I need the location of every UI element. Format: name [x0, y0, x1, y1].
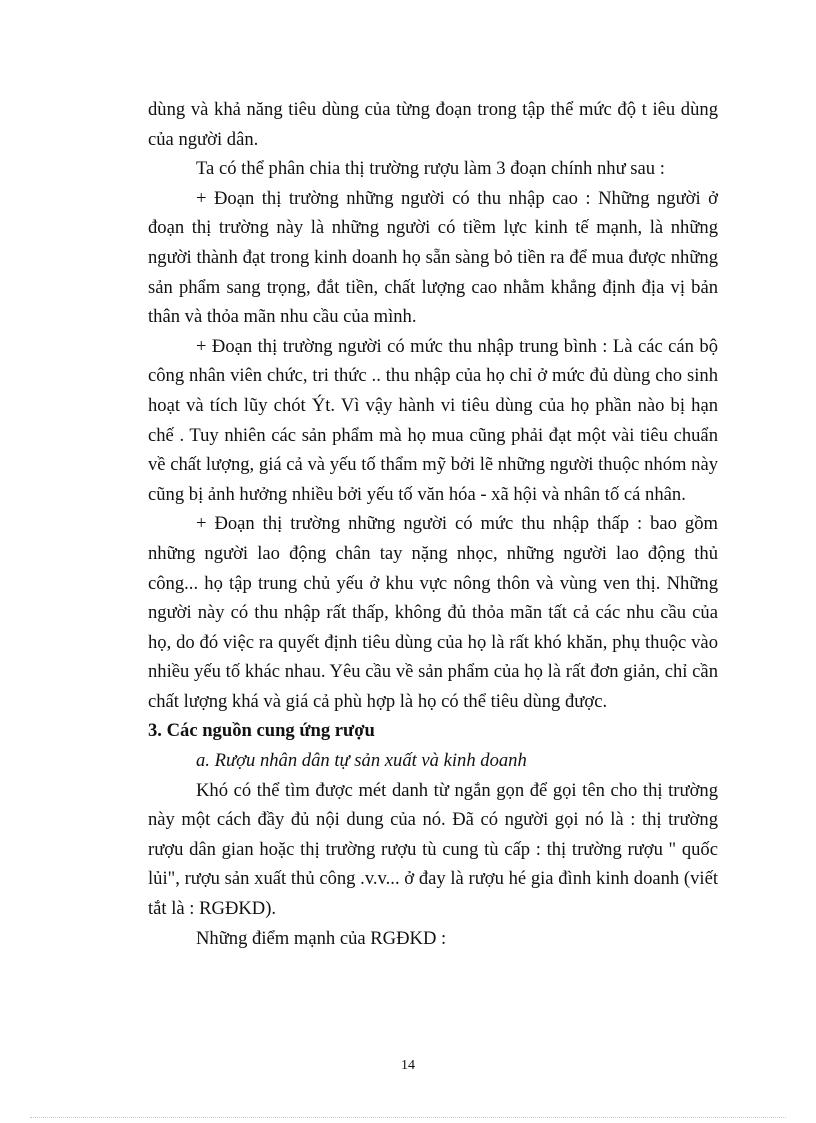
paragraph-market-segments-intro: Ta có thể phân chia thị trường rượu làm 3 đoạn chính như sau :	[196, 158, 665, 180]
paragraph-folk-wine-market: Khó có thể tìm được mét danh từ ngắn gọn để gọi tên cho thị trường này một cách đầy đủ nội dung của nó. Đã có người gọi nó là : thị trường rượu dân gian hoặc thị trường rượu tù cung tù cấp : thị trường rượu " quốc lủi", rượu sản xuất thủ công .v.v... ở đay là rượu hé gia đình kinh doanh (viết tắt là : RGĐKD).	[148, 779, 718, 920]
paragraph-continuation: dùng và khả năng tiêu dùng của từng đoạn trong tập thể mức độ t iêu dùng của người dân.	[148, 99, 718, 150]
subsection-heading: a. Rượu nhân dân tự sản xuất và kinh doanh	[196, 750, 527, 772]
page-number: 14	[401, 1058, 415, 1073]
document-body	[148, 95, 718, 953]
paragraph-middle-income-segment: + Đoạn thị trường người có mức thu nhập trung bình : Là các cán bộ công nhân viên chức, tri thức .. thu nhập của họ chỉ ở mức đủ dùng cho sinh hoạt và tích lũy chót Ýt. Vì vậy hành vi tiêu dùng của họ phần nào bị hạn chế . Tuy nhiên các sản phẩm mà họ mua cũng phải đạt một vài tiêu chuẩn về chất lượng, giá cả và yếu tố thẩm mỹ bởi lẽ những người thuộc nhóm này cũng bị ảnh hưởng nhiều bởi yếu tố văn hóa - xã hội và nhân tố cá nhân.	[148, 335, 718, 505]
page-bottom-divider	[30, 1117, 786, 1118]
paragraph-strengths-intro: Những điểm mạnh của RGĐKD :	[196, 927, 447, 949]
paragraph-high-income-segment: + Đoạn thị trường những người có thu nhập cao : Những người ở đoạn thị trường này là những người có tiềm lực kinh tế mạnh, là những người thành đạt trong kinh doanh họ sẵn sàng bỏ tiền ra để mua được những sản phẩm sang trọng, đắt tiền, chất lượng cao nhằm khẳng định địa vị bản thân và thỏa mãn nhu cầu của mình.	[148, 187, 718, 328]
paragraph-low-income-segment: + Đoạn thị trường những người có mức thu nhập thấp : bao gồm những người lao động chân tay nặng nhọc, những người lao động thủ công... họ tập trung chủ yếu ở khu vực nông thôn và vùng ven thị. Những người này có thu nhập rất thấp, không đủ thỏa mãn tất cả các nhu cầu của họ, do đó việc ra quyết định tiêu dùng của họ là rất khó khăn, phụ thuộc vào nhiều yếu tố khác nhau. Yêu cầu về sản phẩm của họ là rất đơn giản, chỉ cần chất lượng khá và giá cả phù hợp là họ có thể tiêu dùng được.	[148, 513, 718, 712]
section-heading: 3. Các nguồn cung ứng rượu	[148, 720, 375, 742]
